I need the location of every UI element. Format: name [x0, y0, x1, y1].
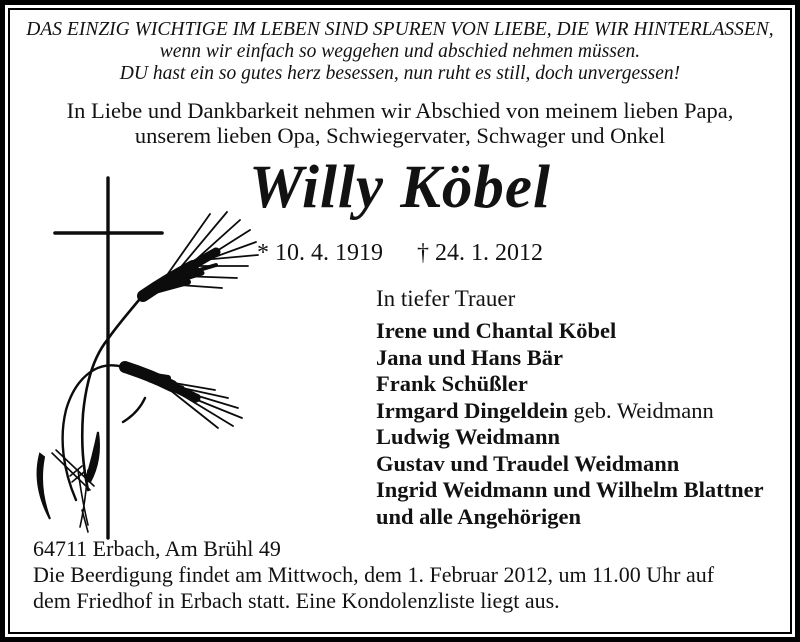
mourner-name: Ludwig Weidmann: [376, 424, 561, 449]
epitaph-quote: [10, 18, 790, 85]
funeral-notice-line-1: Die Beerdigung findet am Mittwoch, dem 1. Februar 2012, um 11.00 Uhr auf: [33, 562, 715, 587]
mourner-name: und alle Angehörigen: [376, 503, 582, 529]
epitaph-line-3: DU hast ein so gutes herz besessen, nun ruht es still, doch unvergessen!: [119, 63, 681, 84]
mourner-name: Frank Schüßler: [376, 371, 528, 396]
farewell-intro: [10, 99, 790, 148]
mourners-list: [376, 318, 790, 530]
mourner-name: Gustav und Traudel Weidmann: [376, 450, 680, 476]
mourning-heading: In tiefer Trauer: [376, 286, 516, 311]
cross-icon: [55, 178, 162, 538]
mourner-name: Ingrid Weidmann und Wilhelm Blattner: [376, 477, 764, 502]
death-date: † 24. 1. 2012: [417, 240, 543, 266]
family-address: 64711 Erbach, Am Brühl 49: [33, 536, 281, 561]
farewell-intro-line-1: In Liebe und Dankbarkeit nehmen wir Abschied von meinem lieben Papa,: [66, 98, 734, 123]
funeral-notice: [33, 562, 790, 614]
farewell-intro-line-2: unserem lieben Opa, Schwiegervater, Schwager und Onkel: [134, 122, 666, 148]
funeral-notice-line-2: dem Friedhof in Erbach statt. Eine Kondolenzliste liegt aus.: [33, 588, 560, 613]
mourner-name: Jana und Hans Bär: [376, 344, 563, 370]
epitaph-line-2: wenn wir einfach so weggehen und abschied nehmen müssen.: [159, 41, 641, 62]
life-dates: [10, 238, 790, 268]
memorial-artwork: [30, 170, 260, 542]
mourning-section: [376, 286, 790, 530]
mourner-name: Irmgard Dingeldein geb. Weidmann: [376, 397, 714, 423]
mourner-name: Irene und Chantal Köbel: [376, 318, 617, 343]
obituary-inner-border: [8, 8, 792, 634]
epitaph-line-1: DAS EINZIG WICHTIGE IM LEBEN SIND SPUREN VON LIEBE, DIE WIR HINTERLASSEN,: [26, 19, 774, 40]
birth-date: * 10. 4. 1919: [257, 240, 383, 266]
deceased-name: Willy Köbel: [249, 154, 551, 221]
